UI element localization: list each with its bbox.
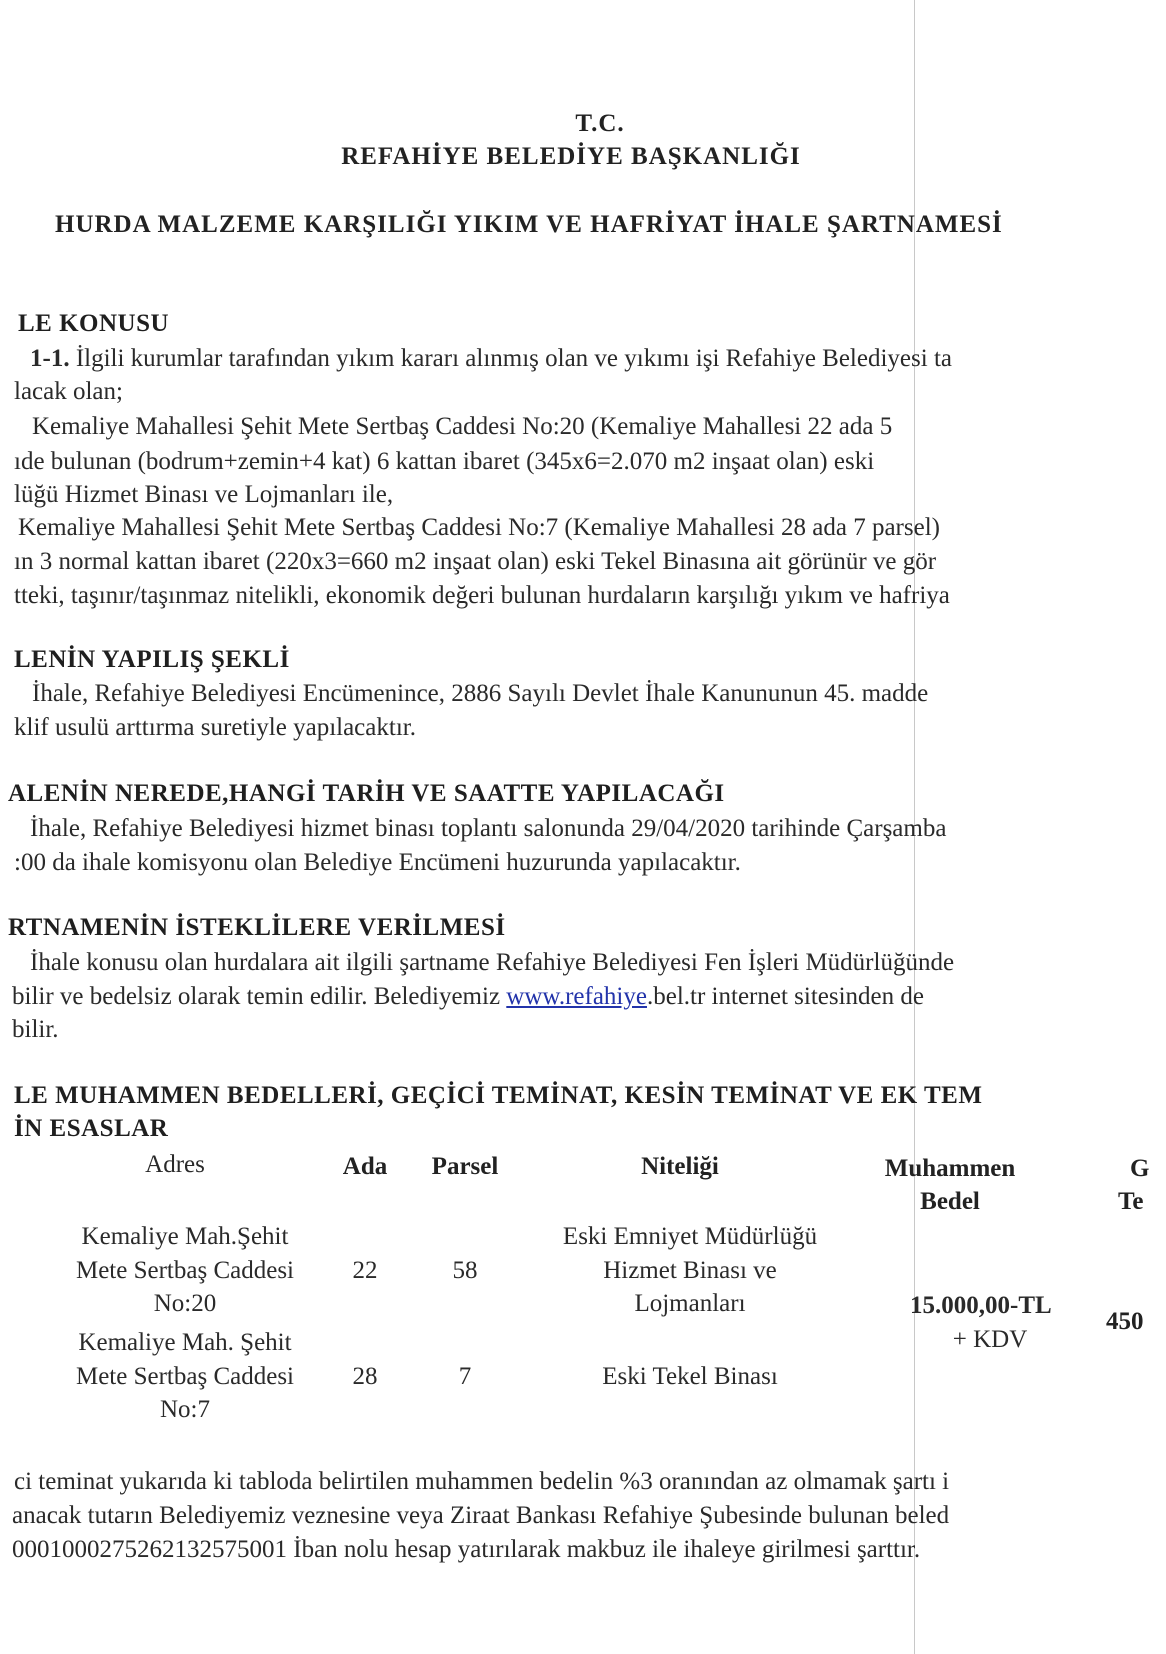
section-title-valuation-cont: İN ESASLAR bbox=[14, 1115, 169, 1142]
paragraph-line: İhale, Refahiye Belediyesi hizmet binası toplantı salonunda 29/04/2020 tarihinde Çarşamba bbox=[30, 815, 947, 842]
line-text: .bel.tr internet sitesinden de bbox=[646, 983, 924, 1010]
table-header-guarantee: G bbox=[1130, 1155, 1150, 1182]
table-estimated-value-vat: + KDV bbox=[952, 1326, 1028, 1353]
section-title-specification: RTNAMENİN İSTEKLİLERE VERİLMESİ bbox=[8, 914, 506, 941]
paragraph-line bbox=[12, 983, 924, 1011]
table-header-estimated-value-2: Bedel bbox=[920, 1188, 980, 1215]
header-institution: REFAHİYE BELEDİYE BAŞKANLIĞI bbox=[341, 143, 801, 170]
section-title-place-date: ALENİN NEREDE,HANGİ TARİH VE SAATTE YAPILACAĞI bbox=[8, 780, 725, 807]
paragraph-line: ci teminat yukarıda ki tabloda belirtilen muhammen bedelin %3 oranından az olmamak şartı i bbox=[14, 1468, 950, 1495]
paragraph-line: ın 3 normal kattan ibaret (220x3=660 m2 inşaat olan) eski Tekel Binasına ait görünür ve gör bbox=[14, 548, 937, 575]
table-header-guarantee-2: Te bbox=[1118, 1188, 1144, 1215]
table-row2-address-3: No:7 bbox=[160, 1396, 210, 1423]
table-row1-address-1: Kemaliye Mah.Şehit bbox=[81, 1223, 289, 1250]
paragraph-line: anacak tutarın Belediyemiz veznesine veya Ziraat Bankası Refahiye Şubesinde bulunan beled bbox=[12, 1502, 950, 1529]
table-header-estimated-value: Muhammen bbox=[884, 1155, 1016, 1182]
paragraph-line: İhale konusu olan hurdalara ait ilgili şartname Refahiye Belediyesi Fen İşleri Müdürlüğünde bbox=[30, 949, 955, 976]
paragraph-line: 0001000275262132575001 İban nolu hesap yatırılarak makbuz ile ihaleye girilmesi şarttır. bbox=[12, 1536, 921, 1563]
paragraph-line: :00 da ihale komisyonu olan Belediye Encümeni huzurunda yapılacaktır. bbox=[14, 849, 741, 876]
table-row2-address-1: Kemaliye Mah. Şehit bbox=[78, 1329, 292, 1356]
table-row2-quality-1: Eski Tekel Binası bbox=[602, 1363, 778, 1390]
table-row1-quality-3: Lojmanları bbox=[634, 1290, 746, 1317]
paragraph-line: bilir. bbox=[12, 1016, 59, 1043]
table-row1-parcel: 58 bbox=[452, 1257, 478, 1284]
paragraph-line: tteki, taşınır/taşınmaz nitelikli, ekonomik değeri bulunan hurdaların karşılığı yıkım ve hafriya bbox=[14, 582, 950, 609]
table-estimated-value: 15.000,00-TL bbox=[910, 1292, 1052, 1319]
table-row1-quality-2: Hizmet Binası ve bbox=[603, 1257, 777, 1284]
paragraph-line: Kemaliye Mahallesi Şehit Mete Sertbaş Caddesi No:7 (Kemaliye Mahallesi 28 ada 7 parsel) bbox=[18, 514, 940, 541]
table-guarantee-value: 450 bbox=[1106, 1308, 1144, 1335]
table-header-parcel: Parsel bbox=[431, 1153, 499, 1180]
paragraph-line: Kemaliye Mahallesi Şehit Mete Sertbaş Caddesi No:20 (Kemaliye Mahallesi 22 ada 5 bbox=[32, 413, 893, 440]
paragraph-line: İhale, Refahiye Belediyesi Encümenince, 2886 Sayılı Devlet İhale Kanununun 45. madde bbox=[32, 680, 929, 707]
table-row2-parcel: 7 bbox=[458, 1363, 472, 1390]
paragraph-line: ıde bulunan (bodrum+zemin+4 kat) 6 kattan ibaret (345x6=2.070 m2 inşaat olan) eski bbox=[14, 448, 875, 475]
paragraph-line: lüğü Hizmet Binası ve Lojmanları ile, bbox=[14, 481, 394, 508]
website-link[interactable]: www.refahiye bbox=[506, 983, 647, 1010]
table-row1-address-2: Mete Sertbaş Caddesi bbox=[75, 1257, 294, 1284]
clause-number: 1-1. bbox=[30, 345, 70, 372]
paragraph-line: lacak olan; bbox=[14, 378, 123, 405]
table-row2-address-2: Mete Sertbaş Caddesi bbox=[75, 1363, 294, 1390]
table-header-address: Adres bbox=[145, 1151, 205, 1178]
table-row1-quality-1: Eski Emniyet Müdürlüğü bbox=[562, 1223, 818, 1250]
header-tc: T.C. bbox=[575, 110, 625, 137]
section-title-valuation: LE MUHAMMEN BEDELLERİ, GEÇİCİ TEMİNAT, KESİN TEMİNAT VE EK TEM bbox=[14, 1082, 983, 1109]
clause-text: İlgili kurumlar tarafından yıkım kararı alınmış olan ve yıkımı işi Refahiye Belediyesi ta bbox=[75, 345, 952, 372]
section-title-method: LENİN YAPILIŞ ŞEKLİ bbox=[14, 646, 290, 673]
table-header-island: Ada bbox=[342, 1153, 388, 1180]
line-text: bilir ve bedelsiz olarak temin edilir. Belediyemiz bbox=[12, 983, 507, 1010]
paragraph-line bbox=[30, 345, 952, 373]
table-row1-address-3: No:20 bbox=[153, 1290, 217, 1317]
table-row1-island: 22 bbox=[352, 1257, 378, 1284]
table-row2-island: 28 bbox=[352, 1363, 378, 1390]
document-title: HURDA MALZEME KARŞILIĞI YIKIM VE HAFRİYAT İHALE ŞARTNAMESİ bbox=[55, 211, 1003, 238]
section-title-subject: LE KONUSU bbox=[18, 310, 170, 337]
paragraph-line: klif usulü arttırma suretiyle yapılacaktır. bbox=[14, 714, 416, 741]
table-header-quality: Niteliği bbox=[641, 1153, 719, 1180]
